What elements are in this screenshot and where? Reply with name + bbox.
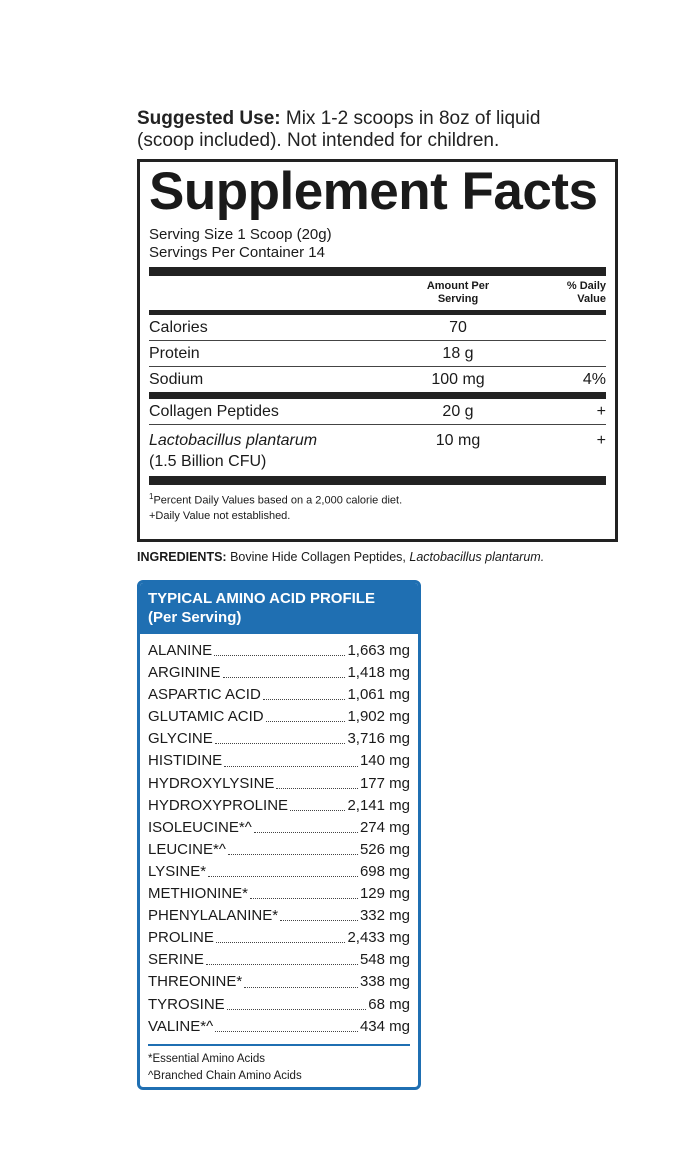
amino-value: 274 mg — [359, 818, 410, 836]
amino-name: GLUTAMIC ACID — [148, 708, 264, 726]
amino-row — [148, 684, 410, 706]
dot-leader — [206, 949, 358, 965]
amino-name: GLYCINE — [148, 730, 213, 748]
amino-row — [148, 839, 410, 861]
dot-leader — [263, 684, 346, 700]
dot-leader — [228, 839, 358, 855]
amino-name: VALINE*^ — [148, 1017, 214, 1035]
daily-value-header: % Daily Value — [566, 280, 606, 305]
amino-value: 338 mg — [359, 973, 410, 991]
amino-acid-profile — [137, 580, 421, 1090]
supplement-facts-panel — [137, 159, 618, 542]
facts-title: Supplement Facts — [149, 162, 598, 221]
amino-value: 434 mg — [359, 1017, 410, 1035]
amino-value: 1,061 mg — [347, 686, 410, 704]
serving-size: Serving Size 1 Scoop (20g) — [149, 226, 332, 243]
amino-row — [148, 750, 410, 772]
amino-value: 526 mg — [359, 840, 410, 858]
dot-leader — [216, 927, 346, 943]
dot-leader — [227, 994, 367, 1010]
amino-row — [148, 905, 410, 927]
dot-leader — [250, 883, 358, 899]
facts-row-protein: Protein 18 g — [149, 341, 606, 367]
dot-leader — [266, 706, 346, 722]
medium-divider — [149, 392, 606, 399]
note-bcaa: ^Branched Chain Amino Acids — [148, 1069, 302, 1082]
amino-row — [148, 971, 410, 993]
suggested-use-line2: (scoop included). Not intended for children. — [137, 130, 500, 151]
amino-name: LEUCINE*^ — [148, 840, 226, 858]
amino-row — [148, 662, 410, 684]
amino-value: 332 mg — [359, 907, 410, 925]
amino-row — [148, 773, 410, 795]
ingredients-text: Bovine Hide Collagen Peptides, — [230, 550, 406, 564]
amino-row — [148, 949, 410, 971]
footnote-not-established: +Daily Value not established. — [149, 509, 291, 522]
lacto-cfu: (1.5 Billion CFU) — [149, 453, 267, 470]
dot-leader — [223, 662, 346, 678]
amino-name: HISTIDINE — [148, 752, 223, 770]
suggested-use — [137, 108, 607, 152]
thick-divider — [149, 267, 606, 276]
amino-name: ISOLEUCINE*^ — [148, 818, 252, 836]
footnote-daily-values: Percent Daily Values based on a 2,000 calorie diet. — [153, 494, 403, 507]
amino-row — [148, 994, 410, 1016]
dot-leader — [215, 1016, 358, 1032]
amino-name: PROLINE — [148, 929, 214, 947]
amino-header — [140, 583, 418, 634]
facts-row-calories: Calories 70 — [149, 315, 606, 341]
suggested-use-label: Suggested Use: — [137, 108, 281, 129]
suggested-use-line1: Mix 1-2 scoops in 8oz of liquid — [285, 108, 541, 129]
dot-leader — [215, 728, 346, 744]
amino-value: 1,902 mg — [347, 708, 410, 726]
amino-row — [148, 795, 410, 817]
dot-leader — [280, 905, 358, 921]
dot-leader — [254, 817, 358, 833]
dot-leader — [224, 750, 358, 766]
facts-row-lactobacillus: Lactobacillus plantarum (1.5 Billion CFU) 10 mg + — [149, 432, 606, 470]
amino-value: 548 mg — [359, 951, 410, 969]
amino-name: ALANINE — [148, 642, 213, 659]
amount-per-serving-header: Amount Per Serving — [426, 280, 490, 305]
amino-name: TYROSINE — [148, 995, 225, 1013]
ingredients-label: INGREDIENTS: — [137, 550, 227, 564]
facts-row-sodium: Sodium 100 mg 4% — [149, 371, 606, 388]
servings-per-container: Servings Per Container 14 — [149, 244, 325, 261]
amino-row — [148, 706, 410, 728]
column-headers — [149, 276, 606, 310]
amino-title: TYPICAL AMINO ACID PROFILE — [148, 590, 375, 607]
amino-value: 129 mg — [359, 885, 410, 903]
ingredients — [137, 549, 637, 565]
amino-row — [148, 728, 410, 750]
facts-row-collagen: Collagen Peptides 20 g + — [149, 399, 606, 425]
amino-name: THREONINE* — [148, 973, 243, 991]
amino-value: 177 mg — [359, 774, 410, 792]
amino-name: METHIONINE* — [148, 885, 249, 903]
dot-leader — [208, 861, 358, 877]
serving-info — [149, 226, 606, 262]
amino-row — [148, 927, 410, 949]
amino-name: PHENYLALANINE* — [148, 907, 279, 925]
amino-name: LYSINE* — [148, 862, 207, 880]
dot-leader — [244, 971, 358, 987]
amino-row — [148, 861, 410, 883]
dot-leader — [290, 795, 345, 811]
amino-name: ARGININE — [148, 664, 221, 682]
ingredients-italic: Lactobacillus plantarum. — [409, 550, 545, 564]
amino-value: 1,418 mg — [347, 664, 410, 682]
amino-name: HYDROXYLYSINE — [148, 774, 275, 792]
thick-divider — [149, 476, 606, 485]
amino-value: 1,663 mg — [347, 642, 410, 659]
amino-value: 2,433 mg — [347, 929, 410, 947]
dot-leader — [276, 773, 358, 789]
amino-value: 140 mg — [359, 752, 410, 770]
note-essential: *Essential Amino Acids — [148, 1052, 265, 1065]
amino-list — [140, 634, 418, 1038]
amino-name: SERINE — [148, 951, 204, 969]
amino-row — [148, 640, 410, 662]
amino-name: ASPARTIC ACID — [148, 686, 261, 704]
amino-subtitle: (Per Serving) — [148, 609, 242, 626]
amino-name: HYDROXYPROLINE — [148, 796, 289, 814]
amino-value: 3,716 mg — [347, 730, 410, 748]
amino-row — [148, 1016, 410, 1038]
amino-notes — [140, 1046, 418, 1085]
amino-row — [148, 883, 410, 905]
facts-footnotes: $^1$Percent Daily Values based on a 2,000 calorie diet. +Daily Value not established. — [149, 485, 606, 524]
dot-leader — [214, 640, 345, 656]
lacto-name: Lactobacillus plantarum — [149, 432, 318, 449]
amino-value: 68 mg — [368, 995, 410, 1013]
amino-row — [148, 817, 410, 839]
amino-value: 698 mg — [359, 862, 410, 880]
amino-value: 2,141 mg — [347, 796, 410, 814]
